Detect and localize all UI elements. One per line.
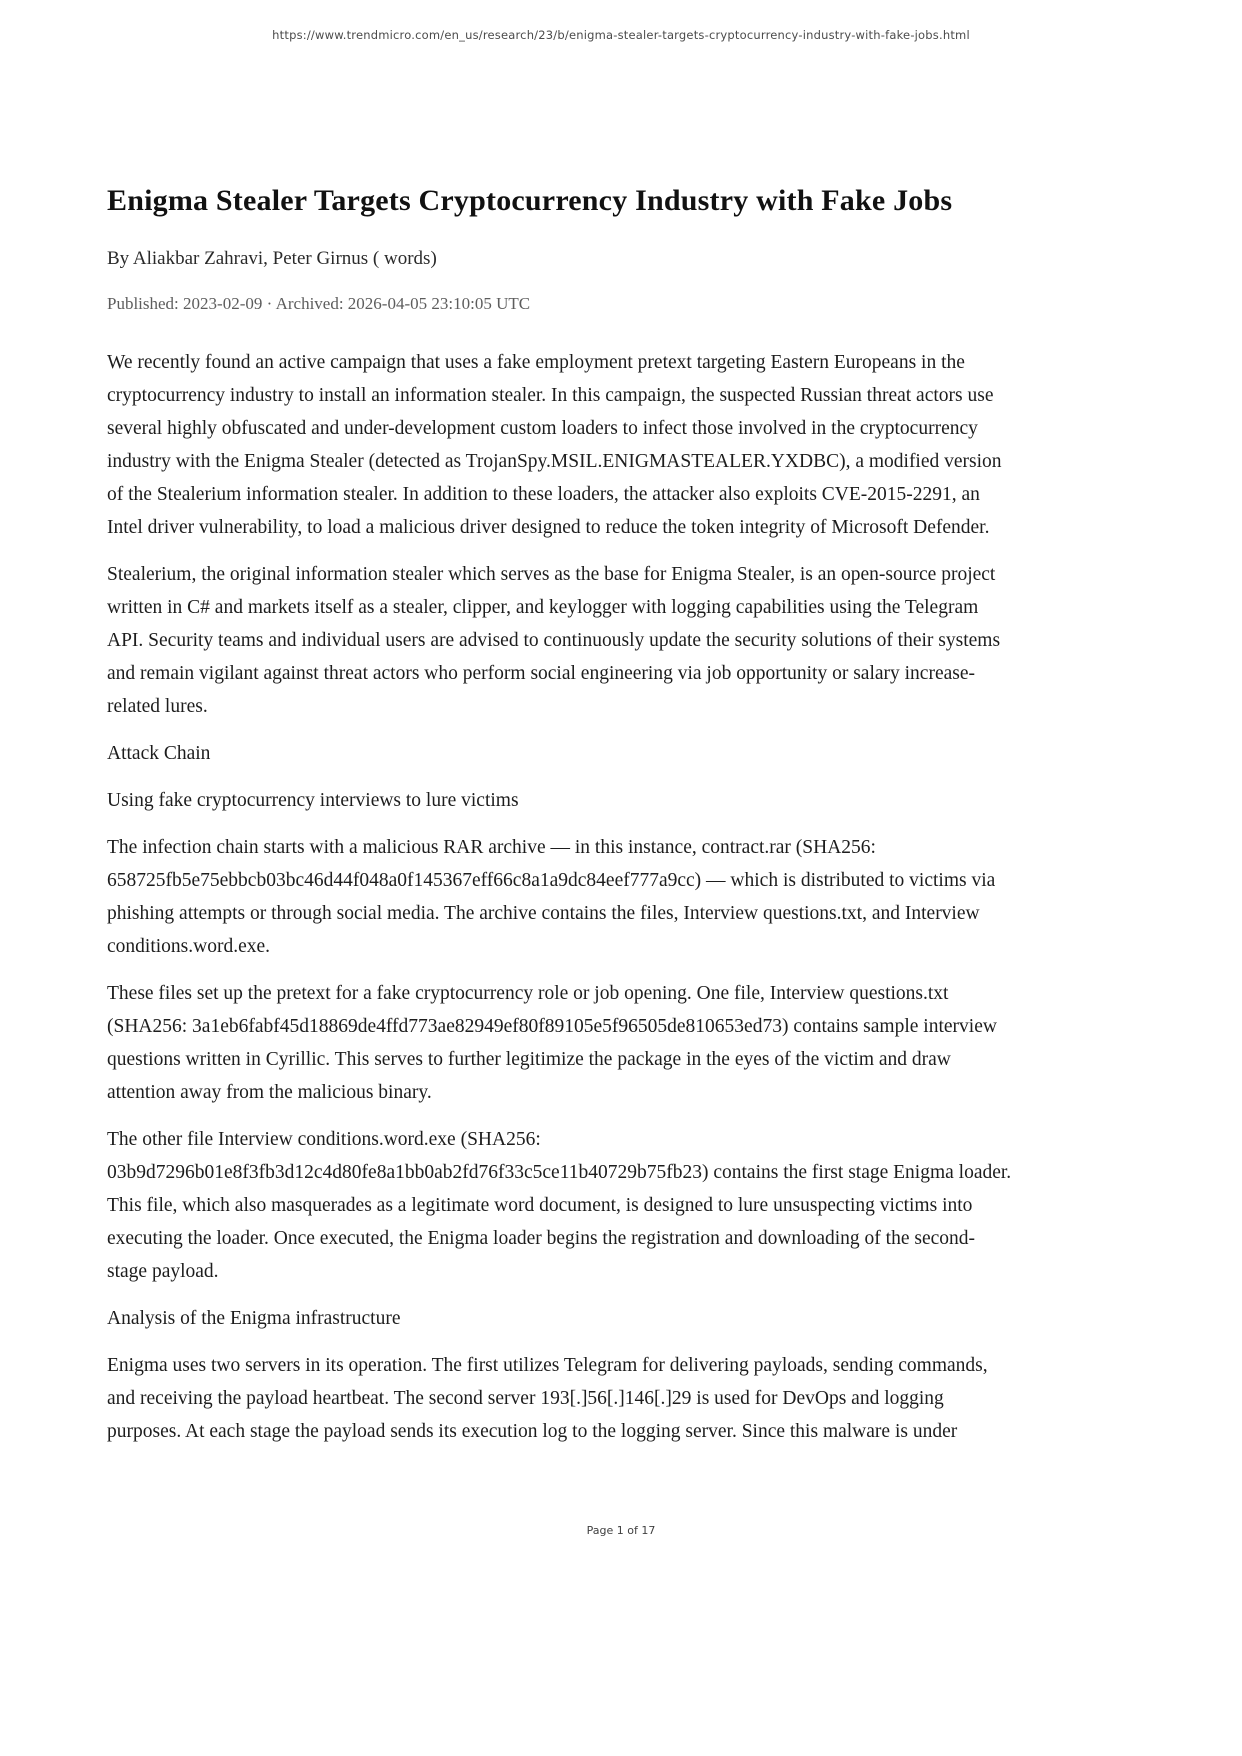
page-number-indicator: Page 1 of 17 — [586, 1524, 656, 1537]
article-paragraph: Stealerium, the original information stealer which serves as the base for Enigma Stealer, is an open-source project written in C# and markets itself as a stealer, clipper, and keylogger with logging capabilities using the Telegram API. Security teams and individual users are advised to continuously update the security solutions of their systems and remain vigilant against threat actors who perform social engineering via job opportunity or salary increase-related lures. — [107, 563, 1001, 717]
article — [107, 182, 1012, 1462]
article-paragraph: We recently found an active campaign that uses a fake employment pretext targeting Eastern Europeans in the cryptocurrency industry to install an information stealer. In this campaign, the suspected Russian threat actors use several highly obfuscated and under-development custom loaders to infect those involved in the cryptocurrency industry with the Enigma Stealer (detected as TrojanSpy.MSIL.ENIGMASTEALER.YXDBC), a modified version of the Stealerium information stealer. In addition to these loaders, the attacker also exploits CVE-2015-2291, an Intel driver vulnerability, to load a malicious driver designed to reduce the token integrity of Microsoft Defender. — [107, 351, 1002, 538]
article-paragraph: Enigma uses two servers in its operation. The first utilizes Telegram for delivering payloads, sending commands, and receiving the payload heartbeat. The second server 193[.]56[.]146[.]29 is used for DevOps and logging purposes. At each stage the payload sends its execution log to the logging server. Since this malware is under — [107, 1354, 988, 1442]
article-paragraph: The other file Interview conditions.word.exe (SHA256: 03b9d7296b01e8f3fb3d12c4d80fe8a1bb0ab2fd76f33c5ce11b40729b75fb23) contains the first stage Enigma loader. This file, which also masquerades as a legitimate word document, is designed to lure unsuspecting victims into executing the loader. Once executed, the Enigma loader begins the registration and downloading of the second-stage payload. — [107, 1128, 1012, 1282]
section-heading-fake-interviews: Using fake cryptocurrency interviews to lure victims — [107, 789, 519, 811]
article-body — [107, 346, 1012, 1448]
section-heading-attack-chain: Attack Chain — [107, 742, 211, 764]
article-title: Enigma Stealer Targets Cryptocurrency Industry with Fake Jobs — [107, 184, 953, 217]
article-paragraph: These files set up the pretext for a fake cryptocurrency role or job opening. One file, Interview questions.txt (SHA256: 3a1eb6fabf45d18869de4ffd773ae82949ef80f89105e5f96505de810653ed73) contains sample interview questions written in Cyrillic. This serves to further legitimize the package in the eyes of the victim and draw attention away from the malicious binary. — [107, 982, 997, 1103]
article-paragraph: The infection chain starts with a malicious RAR archive — in this instance, contract.rar (SHA256: 658725fb5e75ebbcb03bc46d44f048a0f145367eff66c8a1a9dc84eef777a9cc) — which is distributed to victims via phishing attempts or through social media. The archive contains the files, Interview questions.txt, and Interview conditions.word.exe. — [107, 836, 996, 957]
article-meta: Published: 2023-02-09 · Archived: 2026-04-05 23:10:05 UTC — [107, 293, 531, 313]
print-header-url: https://www.trendmicro.com/en_us/research/23/b/enigma-stealer-targets-cryptocurrency-industry-with-fake-jobs.html — [272, 28, 970, 42]
article-byline: By Aliakbar Zahravi, Peter Girnus ( words) — [107, 247, 437, 269]
section-heading-enigma-infrastructure: Analysis of the Enigma infrastructure — [107, 1307, 401, 1329]
